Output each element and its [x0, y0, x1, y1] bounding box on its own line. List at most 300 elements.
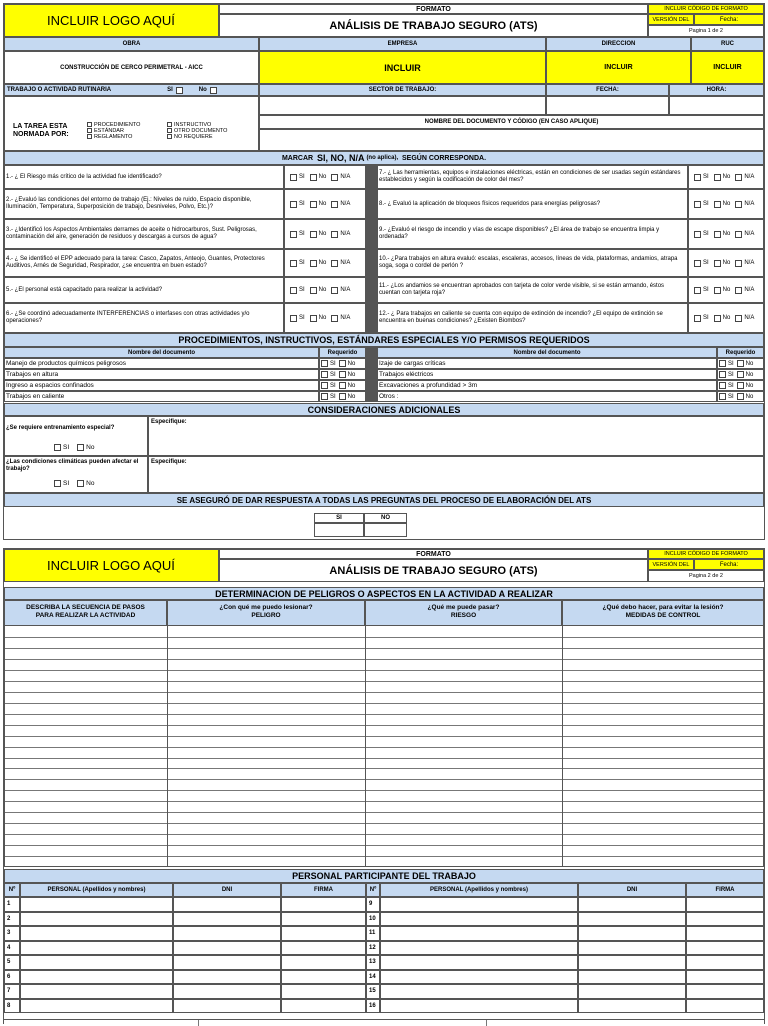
- answer-na-checkbox[interactable]: [735, 315, 742, 322]
- answer-si-checkbox[interactable]: [694, 201, 701, 208]
- direccion-value[interactable]: INCLUIR: [546, 51, 691, 84]
- column-separator: [366, 165, 377, 333]
- rutinaria-no-checkbox[interactable]: [210, 87, 217, 94]
- answer-no-checkbox[interactable]: [310, 315, 317, 322]
- req-si-checkbox[interactable]: [321, 360, 328, 367]
- req-no-checkbox[interactable]: [737, 371, 744, 378]
- req-si-checkbox[interactable]: [321, 393, 328, 400]
- opt-instructivo: INSTRUCTIVO: [174, 122, 212, 128]
- hazard-row-line: [4, 637, 764, 638]
- personnel-cell[interactable]: [20, 926, 173, 941]
- training-question-box: [4, 416, 148, 456]
- req-si-label: SI: [330, 393, 336, 400]
- hazard-row-line: [4, 812, 764, 813]
- opt-estandar: ESTÁNDAR: [94, 128, 124, 134]
- question-right-4: 10.- ¿Para trabajos en altura evaluó: escalas, escaleras, accesos, líneas de vida, plataformas, andamios, atrapa soga, soga o cordel de perlón ?: [377, 249, 688, 277]
- answer-na-label: N/A: [340, 260, 351, 266]
- personnel-cell[interactable]: [380, 897, 578, 912]
- personnel-cell[interactable]: [20, 897, 173, 912]
- answer-na-checkbox[interactable]: [735, 231, 742, 238]
- personnel-number: 5: [4, 955, 20, 970]
- rutinaria-si-checkbox[interactable]: [176, 87, 183, 94]
- form-title-2: ANÁLISIS DE TRABAJO SEGURO (ATS): [219, 559, 648, 582]
- personnel-cell[interactable]: [281, 912, 366, 927]
- answer-na-label: N/A: [340, 174, 351, 180]
- hazard-row-line: [4, 659, 764, 660]
- req-si-label: SI: [330, 360, 336, 367]
- answer-si-checkbox[interactable]: [694, 287, 701, 294]
- normada-options-right: [167, 122, 227, 140]
- personnel-number: 6: [4, 970, 20, 985]
- format-label-2: FORMATO: [219, 549, 648, 559]
- procedures-left-header-req: Requerido: [319, 347, 366, 358]
- answer-si-checkbox[interactable]: [694, 260, 701, 267]
- answer-si-checkbox[interactable]: [290, 287, 297, 294]
- question-right-2: 8.- ¿ Evaluó la aplicación de bloqueos físicos requeridos para energías peligrosas?: [377, 189, 688, 219]
- opt-estandar-checkbox[interactable]: [87, 128, 92, 133]
- confirm-no-box[interactable]: [364, 523, 407, 537]
- answer-no-checkbox[interactable]: [714, 201, 721, 208]
- req-no-checkbox[interactable]: [737, 382, 744, 389]
- empresa-value[interactable]: INCLUIR: [259, 51, 546, 84]
- personnel-cell[interactable]: [578, 999, 686, 1014]
- answer-si-label: SI: [703, 174, 709, 180]
- hazards-col-steps: [4, 600, 167, 626]
- fecha-input[interactable]: [546, 96, 669, 115]
- training-no-label: No: [86, 444, 95, 452]
- personnel-cell[interactable]: [380, 941, 578, 956]
- question-left-1-options: [284, 165, 366, 189]
- procedures-left-doc-2: Trabajos en altura: [4, 369, 319, 380]
- personnel-cell[interactable]: [686, 926, 764, 941]
- procedures-left-doc-4: Trabajos en caliente: [4, 391, 319, 402]
- req-no-label: No: [347, 382, 356, 389]
- personnel-cell[interactable]: [578, 912, 686, 927]
- date-label: Fecha:: [694, 14, 764, 25]
- hazard-col-line: [763, 626, 764, 867]
- answer-na-checkbox[interactable]: [331, 231, 338, 238]
- opt-reglamento: REGLAMENTO: [94, 134, 133, 140]
- obra-label: OBRA: [4, 37, 259, 51]
- training-question: ¿Se requiere entrenamiento especial?: [6, 425, 115, 431]
- req-no-checkbox[interactable]: [339, 393, 346, 400]
- req-si-checkbox[interactable]: [719, 360, 726, 367]
- hazard-row-line: [4, 703, 764, 704]
- answer-no-checkbox[interactable]: [310, 231, 317, 238]
- question-right-3: 9.- ¿Evaluó el riesgo de incendio y vías de escape disponibles? ¿El área de trabajo se encuentra limpia y ordenada?: [377, 219, 688, 249]
- personnel-cell[interactable]: [578, 955, 686, 970]
- normada-label: LA TAREA ESTA NORMADA POR:: [13, 123, 69, 138]
- personnel-cell[interactable]: [686, 984, 764, 999]
- logo-placeholder-2: INCLUIR LOGO AQUÍ: [4, 549, 219, 582]
- personnel-cell[interactable]: [20, 941, 173, 956]
- req-no-label: No: [745, 393, 754, 400]
- answer-no-checkbox[interactable]: [714, 287, 721, 294]
- hazard-col-line: [167, 626, 168, 867]
- answer-no-checkbox[interactable]: [310, 174, 317, 181]
- hazards-col-peligro: [167, 600, 365, 626]
- hazards-col-riesgo-a: ¿Qué me puede pasar?: [427, 604, 500, 611]
- procedures-left-doc-1: Manejo de productos químicos peligrosos: [4, 358, 319, 369]
- personnel-number: 13: [366, 955, 380, 970]
- req-no-label: No: [347, 360, 356, 367]
- answer-na-checkbox[interactable]: [735, 260, 742, 267]
- marcar-instructions: [4, 151, 764, 165]
- personnel-cell[interactable]: [173, 970, 281, 985]
- hazards-col-riesgo-b: RIESGO: [450, 612, 477, 619]
- obra-value[interactable]: CONSTRUCCIÓN DE CERCO PERIMETRAL - AICC: [4, 51, 259, 84]
- opt-reglamento-checkbox[interactable]: [87, 134, 92, 139]
- req-no-label: No: [347, 371, 356, 378]
- personnel-cell[interactable]: [380, 970, 578, 985]
- hazard-col-line: [365, 626, 366, 867]
- personnel-cell[interactable]: [20, 999, 173, 1014]
- personnel-cell[interactable]: [686, 999, 764, 1014]
- personnel-number: 9: [366, 897, 380, 912]
- personnel-cell[interactable]: [578, 984, 686, 999]
- personnel-cell[interactable]: [281, 955, 366, 970]
- personnel-cell[interactable]: [173, 926, 281, 941]
- answer-no-label: No: [722, 260, 731, 266]
- req-si-label: SI: [728, 393, 734, 400]
- answer-no-label: No: [318, 231, 327, 237]
- personnel-header-n: Nº: [366, 883, 380, 897]
- procedures-left-req-2: [319, 369, 366, 380]
- marcar-b: SI, NO, N/A: [316, 153, 365, 163]
- answer-na-checkbox[interactable]: [331, 260, 338, 267]
- personnel-number: 1: [4, 897, 20, 912]
- req-si-checkbox[interactable]: [719, 393, 726, 400]
- answer-si-checkbox[interactable]: [694, 315, 701, 322]
- answer-no-label: No: [318, 315, 327, 321]
- req-no-checkbox[interactable]: [339, 371, 346, 378]
- personnel-cell[interactable]: [686, 897, 764, 912]
- ruc-value[interactable]: INCLUIR: [691, 51, 764, 84]
- procedures-right-doc-3: Excavaciones a profundidad > 3m: [377, 380, 717, 391]
- answer-si-label: SI: [703, 231, 709, 237]
- hazards-col-control-a: ¿Qué debo hacer, para evitar la lesión?: [602, 604, 724, 611]
- weather-specify-label: Especifique:: [151, 459, 187, 465]
- page-1: [3, 3, 765, 540]
- answer-na-checkbox[interactable]: [331, 287, 338, 294]
- req-si-checkbox[interactable]: [719, 371, 726, 378]
- personnel-cell[interactable]: [281, 926, 366, 941]
- logo-placeholder: INCLUIR LOGO AQUÍ: [4, 4, 219, 37]
- confirm-si-box[interactable]: [314, 523, 364, 537]
- marcar-d: SEGÚN CORRESPONDA.: [402, 154, 487, 162]
- question-right-4-options: [688, 249, 764, 277]
- sector-label: SECTOR DE TRABAJO:: [259, 84, 546, 96]
- opt-procedimiento: PROCEDIMIENTO: [94, 122, 141, 128]
- answer-na-checkbox[interactable]: [331, 315, 338, 322]
- rutinaria-row: [4, 84, 259, 96]
- personnel-cell[interactable]: [173, 897, 281, 912]
- answer-na-label: N/A: [340, 231, 351, 237]
- personnel-number: 3: [4, 926, 20, 941]
- question-right-3-options: [688, 219, 764, 249]
- personnel-cell[interactable]: [281, 999, 366, 1014]
- hazards-col-control: [562, 600, 764, 626]
- personnel-number: 8: [4, 999, 20, 1014]
- answer-no-label: No: [722, 231, 731, 237]
- req-si-label: SI: [728, 382, 734, 389]
- req-no-checkbox[interactable]: [737, 360, 744, 367]
- hora-input[interactable]: [669, 96, 764, 115]
- question-left-4: 4.- ¿ Se identificó el EPP adecuado para la tarea: Casco, Zapatos, Anteojo, Guantes, Protectores Auditivos, Arnés de Seguridad, Respirador, ¿se encuentra en buen estado?: [4, 249, 284, 277]
- personnel-cell[interactable]: [173, 955, 281, 970]
- personnel-header-name: PERSONAL (Apellidos y nombres): [380, 883, 578, 897]
- training-options: [51, 444, 94, 451]
- training-specify-box[interactable]: [148, 416, 764, 456]
- personnel-header-firma: FIRMA: [686, 883, 764, 897]
- weather-question-box: [4, 456, 148, 493]
- personnel-cell[interactable]: [686, 941, 764, 956]
- hazard-row-line: [4, 692, 764, 693]
- personnel-cell[interactable]: [173, 912, 281, 927]
- doc-nombre-label: NOMBRE DEL DOCUMENTO Y CÓDIGO (EN CASO APLIQUE): [259, 115, 764, 129]
- hazard-row-line: [4, 823, 764, 824]
- req-no-label: No: [745, 371, 754, 378]
- hazards-title: DETERMINACION DE PELIGROS O ASPECTOS EN LA ACTIVIDAD A REALIZAR: [4, 587, 764, 600]
- personnel-cell[interactable]: [281, 941, 366, 956]
- personnel-cell[interactable]: [578, 941, 686, 956]
- answer-si-checkbox[interactable]: [290, 315, 297, 322]
- answer-no-label: No: [722, 174, 731, 180]
- opt-no-requiere-checkbox[interactable]: [167, 134, 172, 139]
- req-no-label: No: [347, 393, 356, 400]
- answer-no-label: No: [722, 287, 731, 293]
- opt-instructivo-checkbox[interactable]: [167, 122, 172, 127]
- answer-no-checkbox[interactable]: [714, 174, 721, 181]
- hazard-row-line: [4, 736, 764, 737]
- procedures-right-req-3: [717, 380, 764, 391]
- answer-na-label: N/A: [744, 260, 755, 266]
- answer-si-label: SI: [703, 260, 709, 266]
- hazard-row-line: [4, 648, 764, 649]
- empresa-label: EMPRESA: [259, 37, 546, 51]
- answer-no-checkbox[interactable]: [310, 287, 317, 294]
- req-no-checkbox[interactable]: [737, 393, 744, 400]
- answer-si-checkbox[interactable]: [290, 201, 297, 208]
- answer-no-checkbox[interactable]: [310, 260, 317, 267]
- procedures-right-req-2: [717, 369, 764, 380]
- answer-no-checkbox[interactable]: [714, 231, 721, 238]
- personnel-number: 2: [4, 912, 20, 927]
- answer-na-checkbox[interactable]: [331, 174, 338, 181]
- personnel-number: 15: [366, 984, 380, 999]
- req-si-label: SI: [728, 360, 734, 367]
- hazard-row-line: [4, 779, 764, 780]
- answer-na-label: N/A: [744, 201, 755, 207]
- req-si-checkbox[interactable]: [719, 382, 726, 389]
- procedures-right-doc-1: Izaje de cargas críticas: [377, 358, 717, 369]
- personnel-cell[interactable]: [20, 970, 173, 985]
- hazards-col-steps-b: PARA REALIZAR LA ACTIVIDAD: [35, 612, 136, 619]
- personnel-cell[interactable]: [20, 984, 173, 999]
- answer-no-checkbox[interactable]: [310, 201, 317, 208]
- answer-na-label: N/A: [744, 315, 755, 321]
- question-right-1: 7.- ¿ Las herramientas, equipos e instalaciones eléctricas, están en condiciones de ser usadas según estándares establecidos y según la codificación de color del mes?: [377, 165, 688, 189]
- marcar-c: (no aplica),: [366, 155, 399, 161]
- personnel-header-dni: DNI: [578, 883, 686, 897]
- rutinaria-no-label: No: [198, 87, 207, 93]
- confirm-no-label: NO: [364, 513, 407, 523]
- personnel-number: 7: [4, 984, 20, 999]
- format-label: FORMATO: [219, 4, 648, 14]
- answer-na-label: N/A: [340, 315, 351, 321]
- answer-si-checkbox[interactable]: [694, 174, 701, 181]
- page-2: [3, 548, 765, 1024]
- hazard-row-line: [4, 725, 764, 726]
- answer-na-checkbox[interactable]: [735, 201, 742, 208]
- question-right-2-options: [688, 189, 764, 219]
- answer-si-checkbox[interactable]: [290, 260, 297, 267]
- training-si-checkbox[interactable]: [54, 444, 61, 451]
- opt-procedimiento-checkbox[interactable]: [87, 122, 92, 127]
- rutinaria-si-label: SI: [167, 87, 173, 93]
- procedures-left-req-4: [319, 391, 366, 402]
- weather-no-checkbox[interactable]: [77, 480, 84, 487]
- answer-no-label: No: [318, 201, 327, 207]
- hazard-row-line: [4, 758, 764, 759]
- training-si-label: SI: [63, 444, 70, 452]
- personnel-number: 4: [4, 941, 20, 956]
- opt-otro: OTRO DOCUMENTO: [174, 128, 228, 134]
- req-si-checkbox[interactable]: [321, 382, 328, 389]
- hazards-col-steps-a: DESCRIBA LA SECUENCIA DE PASOS: [26, 604, 145, 611]
- normada-box: [4, 96, 259, 151]
- procedures-right-doc-2: Trabajos eléctricos: [377, 369, 717, 380]
- procedures-right-doc-4: Otros :: [377, 391, 717, 402]
- form-title: ANÁLISIS DE TRABAJO SEGURO (ATS): [219, 14, 648, 37]
- procedures-left-req-3: [319, 380, 366, 391]
- answer-no-checkbox[interactable]: [714, 315, 721, 322]
- answer-si-label: SI: [299, 231, 305, 237]
- hazard-row-line: [4, 845, 764, 846]
- sector-input[interactable]: [259, 96, 546, 115]
- question-left-3-options: [284, 219, 366, 249]
- answer-no-label: No: [318, 260, 327, 266]
- personnel-cell[interactable]: [173, 984, 281, 999]
- rutinaria-label: TRABAJO O ACTIVIDAD RUTINARIA: [7, 87, 112, 93]
- weather-specify-box[interactable]: [148, 456, 764, 493]
- personnel-cell[interactable]: [380, 999, 578, 1014]
- personnel-cell[interactable]: [380, 955, 578, 970]
- hazard-row-line: [4, 856, 764, 857]
- answer-si-label: SI: [299, 174, 305, 180]
- answer-no-label: No: [722, 201, 731, 207]
- answer-si-checkbox[interactable]: [290, 231, 297, 238]
- personnel-header-name: PERSONAL (Apellidos y nombres): [20, 883, 173, 897]
- opt-otro-checkbox[interactable]: [167, 128, 172, 133]
- procedures-left-header-name: Nombre del documento: [4, 347, 319, 358]
- personnel-cell[interactable]: [380, 984, 578, 999]
- hazard-row-line: [4, 834, 764, 835]
- personnel-cell[interactable]: [173, 999, 281, 1014]
- personnel-table: [4, 883, 764, 1015]
- personnel-cell[interactable]: [686, 970, 764, 985]
- answer-si-label: SI: [703, 201, 709, 207]
- question-left-5-options: [284, 277, 366, 303]
- training-no-checkbox[interactable]: [77, 444, 84, 451]
- personnel-cell[interactable]: [578, 970, 686, 985]
- req-no-checkbox[interactable]: [339, 360, 346, 367]
- confirm-si-label: SI: [314, 513, 364, 523]
- question-left-3: 3.- ¿Identificó los Aspectos Ambientales derrames de aceite o hidrocarburos, Sust. Peligrosas, contaminación del aire, generación de residuos y descargas a cursos de agua?: [4, 219, 284, 249]
- answer-na-label: N/A: [340, 201, 351, 207]
- considerations-title: CONSIDERACIONES ADICIONALES: [4, 403, 764, 416]
- procedures-title: PROCEDIMIENTOS, INSTRUCTIVOS, ESTÁNDARES ESPECIALES Y/O PERMISOS REQUERIDOS: [4, 333, 764, 347]
- direccion-label: DIRECCION: [546, 37, 691, 51]
- hazard-row-line: [4, 714, 764, 715]
- page-number: Pagina 1 de 2: [648, 25, 764, 37]
- answer-no-label: No: [318, 174, 327, 180]
- personnel-cell[interactable]: [380, 912, 578, 927]
- marcar-a: MARCAR: [281, 154, 314, 162]
- procedures-table: [4, 347, 764, 403]
- procedures-left-req-1: [319, 358, 366, 369]
- personnel-number: 16: [366, 999, 380, 1014]
- personnel-title: PERSONAL PARTICIPANTE DEL TRABAJO: [4, 869, 764, 883]
- version-label: VERSIÓN DEL: [648, 14, 694, 25]
- question-right-5: 11.- ¿Los andamios se encuentran aprobados con tarjeta de color verde visible, si se están armando, éstos cuentan con tarjeta roja?: [377, 277, 688, 303]
- personnel-cell[interactable]: [380, 926, 578, 941]
- personnel-cell[interactable]: [173, 941, 281, 956]
- personnel-cell[interactable]: [686, 912, 764, 927]
- hazards-col-riesgo: [365, 600, 562, 626]
- answer-no-label: No: [722, 315, 731, 321]
- personnel-cell[interactable]: [281, 970, 366, 985]
- answer-na-checkbox[interactable]: [331, 201, 338, 208]
- confirm-title: SE ASEGURÓ DE DAR RESPUESTA A TODAS LAS PREGUNTAS DEL PROCESO DE ELABORACIÓN DEL ATS: [4, 493, 764, 507]
- checklist-questions: [4, 165, 764, 333]
- personnel-cell[interactable]: [578, 926, 686, 941]
- doc-nombre-input[interactable]: [259, 129, 764, 151]
- answer-na-label: N/A: [744, 231, 755, 237]
- personnel-cell[interactable]: [578, 897, 686, 912]
- answer-si-checkbox[interactable]: [694, 231, 701, 238]
- procedures-right-header-req: Requerido: [717, 347, 764, 358]
- answer-si-label: SI: [299, 287, 305, 293]
- answer-si-checkbox[interactable]: [290, 174, 297, 181]
- weather-si-checkbox[interactable]: [54, 480, 61, 487]
- hazard-col-line: [4, 626, 5, 867]
- normada-options-left: [87, 122, 140, 140]
- procedures-right-req-1: [717, 358, 764, 369]
- req-si-checkbox[interactable]: [321, 371, 328, 378]
- req-no-label: No: [745, 360, 754, 367]
- req-no-checkbox[interactable]: [339, 382, 346, 389]
- weather-options: [51, 480, 94, 487]
- personnel-cell[interactable]: [281, 984, 366, 999]
- answer-si-label: SI: [703, 315, 709, 321]
- answer-na-checkbox[interactable]: [735, 174, 742, 181]
- answer-no-checkbox[interactable]: [714, 260, 721, 267]
- page-number-2: Pagina 2 de 2: [648, 570, 764, 582]
- personnel-cell[interactable]: [686, 955, 764, 970]
- personnel-cell[interactable]: [20, 955, 173, 970]
- version-label-2: VERSIÓN DEL: [648, 559, 694, 570]
- hazards-grid[interactable]: [4, 626, 764, 867]
- hazards-col-control-b: MEDIDAS DE CONTROL: [625, 612, 701, 619]
- personnel-number: 12: [366, 941, 380, 956]
- personnel-cell[interactable]: [281, 897, 366, 912]
- question-left-5: 5.- ¿El personal está capacitado para realizar la actividad?: [4, 277, 284, 303]
- page-2-footer: [4, 1019, 764, 1025]
- answer-na-checkbox[interactable]: [735, 287, 742, 294]
- personnel-cell[interactable]: [20, 912, 173, 927]
- req-si-label: SI: [330, 382, 336, 389]
